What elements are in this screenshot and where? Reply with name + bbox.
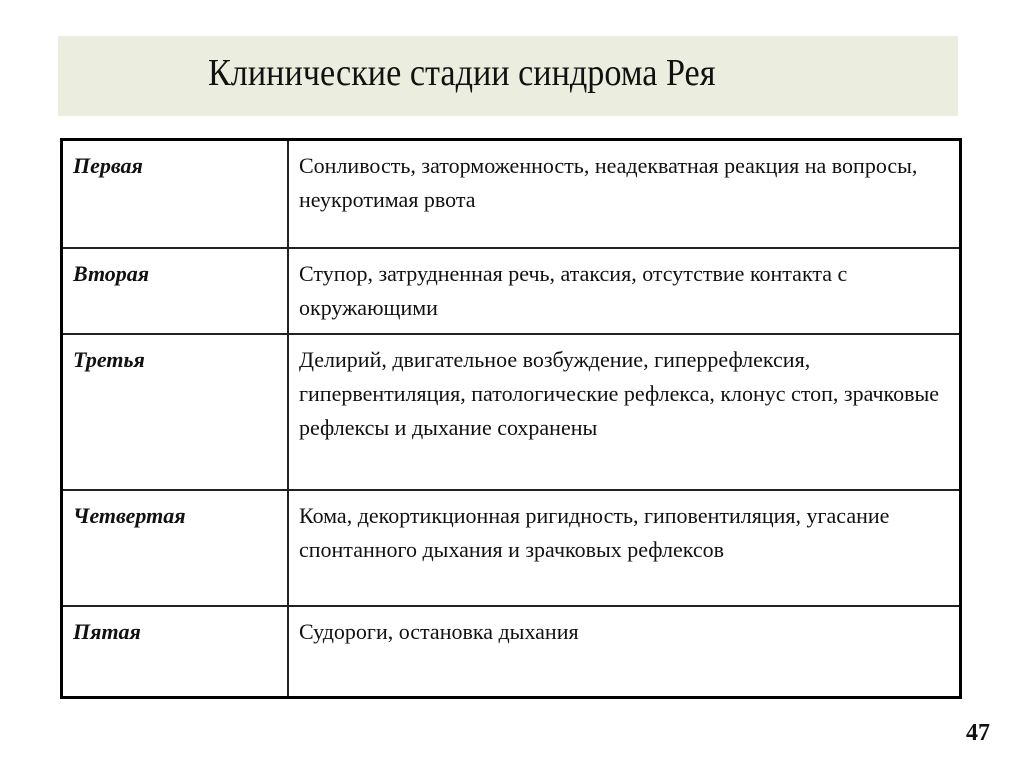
table-row <box>62 334 961 490</box>
stage-description-cell: Сонливость, заторможенность, неадекватная реакция на вопросы, неукротимая рвота <box>288 140 961 249</box>
title-banner <box>58 36 958 116</box>
stage-name-cell: Вторая <box>62 248 289 334</box>
stage-description-cell: Кома, декортикционная ригидность, гиповентиляция, угасание спонтанного дыхания и зрачковых рефлексов <box>288 490 961 606</box>
page-number: 47 <box>966 720 990 746</box>
stage-name-cell: Четвертая <box>62 490 289 606</box>
stage-name-cell: Третья <box>62 334 289 490</box>
stage-description-cell: Делирий, двигательное возбуждение, гиперрефлексия, гипервентиляция, патологические рефлекса, клонус стоп, зрачковые рефлексы и дыхание сохранены <box>288 334 961 490</box>
table-row <box>62 606 961 698</box>
stage-description-cell: Судороги, остановка дыхания <box>288 606 961 698</box>
table-row <box>62 490 961 606</box>
stage-name-cell: Первая <box>62 140 289 249</box>
stage-description-cell: Ступор, затрудненная речь, атаксия, отсутствие контакта с окружающими <box>288 248 961 334</box>
stage-name-cell: Пятая <box>62 606 289 698</box>
table-row <box>62 248 961 334</box>
stages-table <box>60 138 962 699</box>
table-row <box>62 140 961 249</box>
slide-title: Клинические стадии синдрома Рея <box>208 52 716 94</box>
